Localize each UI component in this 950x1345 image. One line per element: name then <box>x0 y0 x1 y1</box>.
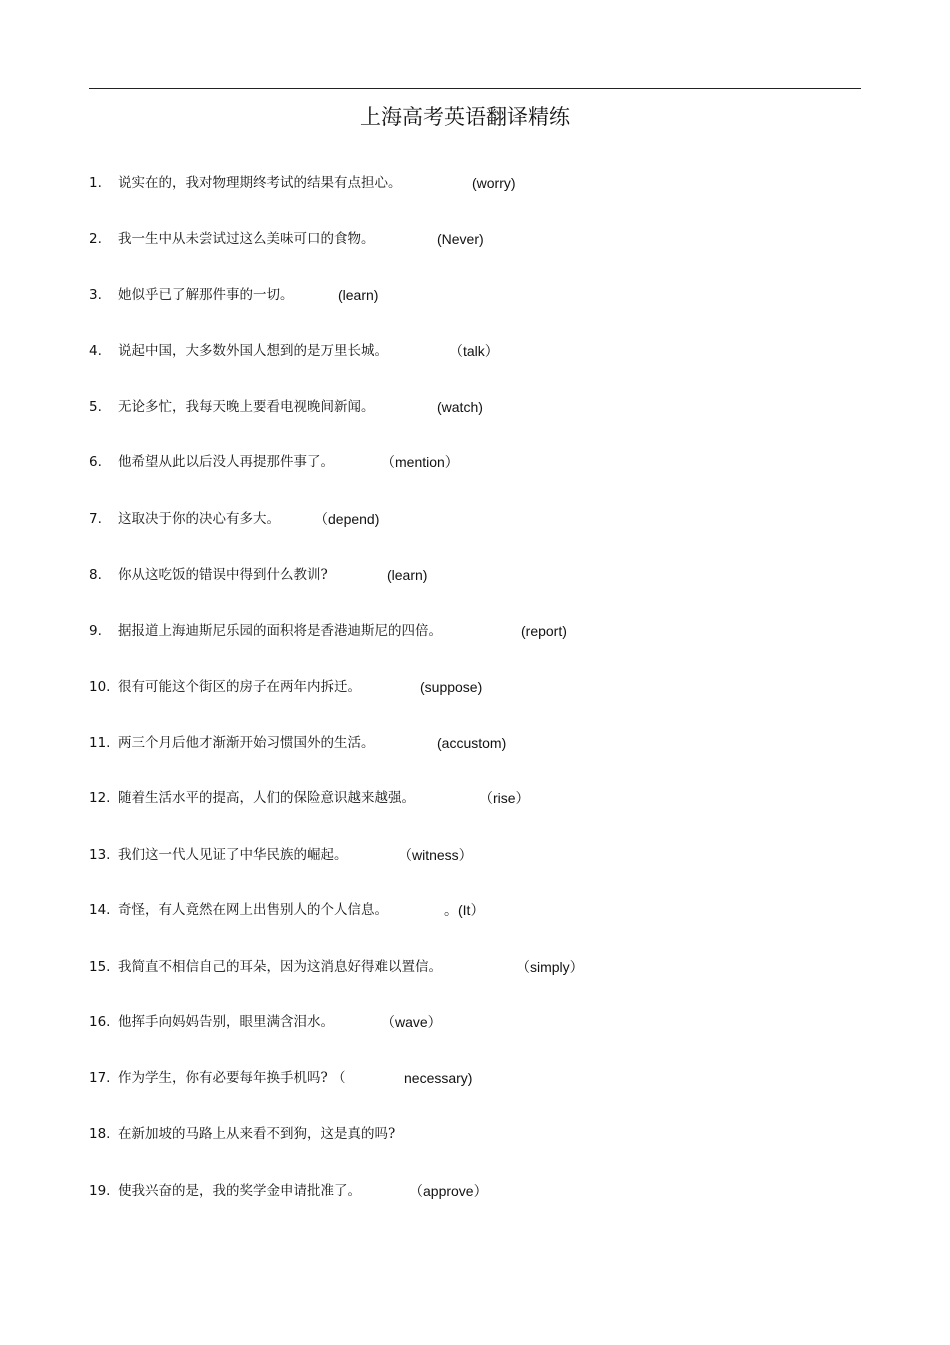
item-keyword-hint: 。(It） <box>444 902 485 918</box>
item-keyword-hint: （talk） <box>449 343 499 359</box>
item-keyword-hint: (learn) <box>387 567 428 583</box>
item-chinese-text: 在新加坡的马路上从来看不到狗，这是真的吗? <box>118 1126 396 1142</box>
item-number: 18. <box>89 1126 111 1142</box>
item-chinese-text: 这取决于你的决心有多大。 <box>118 511 280 527</box>
item-number: 5. <box>89 399 102 415</box>
item-keyword-hint: (report) <box>521 623 567 639</box>
item-keyword-hint: (accustom) <box>437 735 507 751</box>
page-title: 上海高考英语翻译精练 <box>360 105 570 129</box>
item-chinese-text: 作为学生，你有必要每年换手机吗? （ <box>118 1070 346 1086</box>
item-number: 17. <box>89 1070 111 1086</box>
item-keyword-hint: (watch) <box>437 399 483 415</box>
item-number: 15. <box>89 959 111 975</box>
item-number: 16. <box>89 1014 111 1030</box>
item-chinese-text: 他挥手向妈妈告别，眼里满含泪水。 <box>118 1014 334 1030</box>
item-chinese-text: 很有可能这个街区的房子在两年内拆迁。 <box>118 679 361 695</box>
item-number: 1. <box>89 175 102 191</box>
item-chinese-text: 他希望从此以后没人再提那件事了。 <box>118 454 334 470</box>
item-chinese-text: 无论多忙，我每天晚上要看电视晚间新闻。 <box>118 399 375 415</box>
item-chinese-text: 两三个月后他才渐渐开始习惯国外的生活。 <box>118 735 375 751</box>
item-keyword-hint: (learn) <box>338 287 379 303</box>
item-keyword-hint: （witness） <box>398 847 473 863</box>
item-keyword-hint: （approve） <box>409 1183 488 1199</box>
item-chinese-text: 说起中国，大多数外国人想到的是万里长城。 <box>118 343 388 359</box>
item-number: 3. <box>89 287 102 303</box>
item-number: 2. <box>89 231 102 247</box>
item-keyword-hint: （rise） <box>479 790 530 806</box>
item-chinese-text: 我们这一代人见证了中华民族的崛起。 <box>118 847 348 863</box>
item-keyword-hint: （depend) <box>314 511 380 527</box>
item-number: 9. <box>89 623 102 639</box>
item-chinese-text: 随着生活水平的提高，人们的保险意识越来越强。 <box>118 790 415 806</box>
item-chinese-text: 你从这吃饭的错误中得到什么教训? <box>118 567 328 583</box>
item-number: 11. <box>89 735 111 751</box>
top-rule <box>89 88 861 89</box>
item-number: 10. <box>89 679 111 695</box>
item-keyword-hint: （simply） <box>516 959 584 975</box>
item-keyword-hint: (Never) <box>437 231 484 247</box>
item-keyword-hint: （mention） <box>381 454 459 470</box>
item-chinese-text: 她似乎已了解那件事的一切。 <box>118 287 294 303</box>
item-number: 19. <box>89 1183 111 1199</box>
item-number: 7. <box>89 511 102 527</box>
item-keyword-hint: (worry) <box>472 175 516 191</box>
item-keyword-hint: (suppose) <box>420 679 483 695</box>
item-chinese-text: 奇怪，有人竟然在网上出售别人的个人信息。 <box>118 902 388 918</box>
item-chinese-text: 据报道上海迪斯尼乐园的面积将是香港迪斯尼的四倍。 <box>118 623 442 639</box>
item-number: 14. <box>89 902 111 918</box>
item-chinese-text: 使我兴奋的是，我的奖学金申请批准了。 <box>118 1183 361 1199</box>
item-number: 6. <box>89 454 102 470</box>
item-chinese-text: 说实在的，我对物理期终考试的结果有点担心。 <box>118 175 402 191</box>
item-number: 8. <box>89 567 102 583</box>
item-number: 13. <box>89 847 111 863</box>
item-number: 4. <box>89 343 102 359</box>
item-number: 12. <box>89 790 111 806</box>
item-keyword-hint: （wave） <box>381 1014 442 1030</box>
item-chinese-text: 我一生中从未尝试过这么美味可口的食物。 <box>118 231 375 247</box>
item-chinese-text: 我简直不相信自己的耳朵，因为这消息好得难以置信。 <box>118 959 442 975</box>
item-keyword-hint: necessary) <box>404 1070 473 1086</box>
